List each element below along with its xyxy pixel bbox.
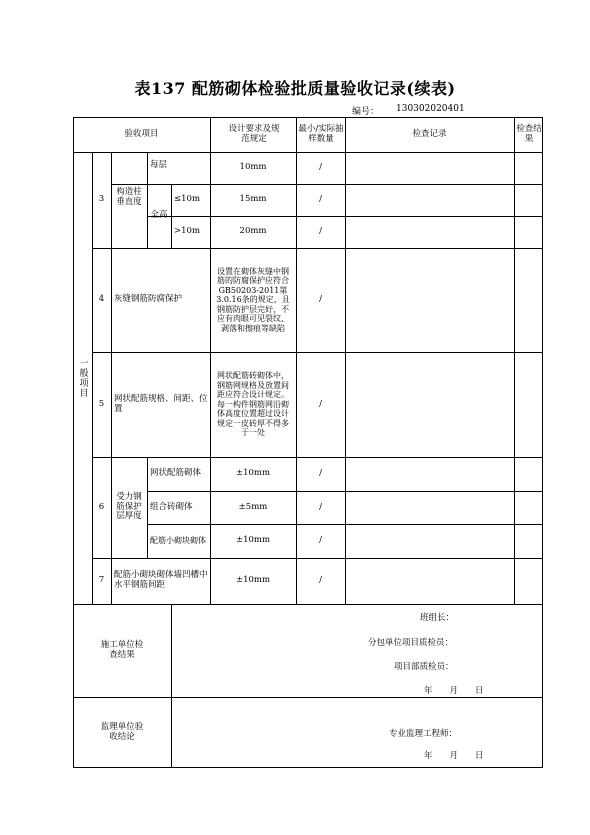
row6-sub3: 配筋小砌块砌体	[150, 536, 206, 546]
header-result: 检查结果	[516, 123, 542, 144]
row5-sample: /	[319, 398, 322, 409]
supervision-label: 监理单位验收结论	[100, 721, 144, 742]
row5-name: 网状配筋规格、间距、位置	[114, 393, 208, 414]
row3-sample-1: /	[319, 162, 322, 173]
row7-name: 配筋小砌块砌体墙凹槽中水平钢筋间距	[114, 570, 208, 590]
row3-name: 构造柱垂直度	[116, 187, 142, 207]
row3-number: 3	[98, 194, 105, 205]
row6-sample-1: /	[319, 468, 322, 479]
row4-sample: /	[319, 294, 322, 305]
row3-value-gt10: 20mm	[239, 226, 267, 237]
team-leader-label: 班组长：	[420, 613, 455, 623]
row3-gt10: >10m	[174, 226, 200, 237]
construction-label: 施工单位检查结果	[100, 639, 144, 660]
row5-number: 5	[98, 398, 105, 409]
row3-sample-2: /	[319, 194, 322, 205]
row6-value1: ±10mm	[235, 468, 271, 479]
row3-sub-full: 全高	[150, 210, 168, 221]
row6-value3: ±10mm	[235, 535, 271, 546]
row4-design: 设置在砌体灰缝中钢筋的防腐保护应符合GB50203-2011第3.0.16条的规定，且钢筋防护层完好，不应有肉眼可见裂纹、剥落和擦痕等缺陷	[216, 266, 290, 333]
row3-value-floor: 10mm	[239, 162, 267, 173]
row4-number: 4	[98, 294, 105, 305]
supervision-engineer-label: 专业监理工程师：	[389, 729, 458, 739]
sub-inspector-label: 分包单位项目质检员：	[368, 638, 454, 648]
row7-number: 7	[98, 575, 105, 586]
row3-le10: ≤10m	[174, 194, 200, 205]
row6-sample-2: /	[319, 501, 322, 512]
section-label: 一般项目	[77, 358, 88, 398]
header-record: 检查记录	[412, 128, 447, 139]
supervision-date: 年 月 日	[424, 751, 484, 761]
row6-sub1: 网状配筋砌体	[150, 468, 202, 479]
row5-design: 网状配筋砖砌体中，钢筋网规格及放置间距应符合设计规定。每一构件钢筋网沿砌体高度位置超过设计规定一皮砖厚不得多于一处	[217, 371, 289, 438]
row3-sub-floor: 每层	[150, 160, 168, 171]
header-item: 验收项目	[124, 128, 159, 139]
row3-value-le10: 15mm	[239, 194, 267, 205]
project-inspector-label: 项目部质检员：	[394, 662, 454, 672]
row6-number: 6	[98, 501, 105, 512]
header-design: 设计要求及规范规定	[228, 123, 280, 144]
code-value: 130302020401	[396, 104, 465, 114]
row6-value2: ±5mm	[238, 501, 268, 512]
header-sample: 最小/实际抽样数量	[298, 123, 344, 144]
row7-sample: /	[319, 575, 322, 586]
code-label: 编号：	[352, 107, 380, 117]
row7-value: ±10mm	[235, 575, 271, 586]
row6-sample-3: /	[319, 535, 322, 546]
page-title: 表137 配筋砌体检验批质量验收记录(续表)	[134, 79, 456, 98]
row3-sample-3: /	[319, 226, 322, 237]
construction-date: 年 月 日	[424, 686, 484, 696]
row6-name: 受力钢筋保护层厚度	[116, 491, 142, 522]
row6-sub2: 组合砖砌体	[150, 501, 193, 512]
row4-name: 灰缝钢筋防腐保护	[114, 294, 183, 305]
